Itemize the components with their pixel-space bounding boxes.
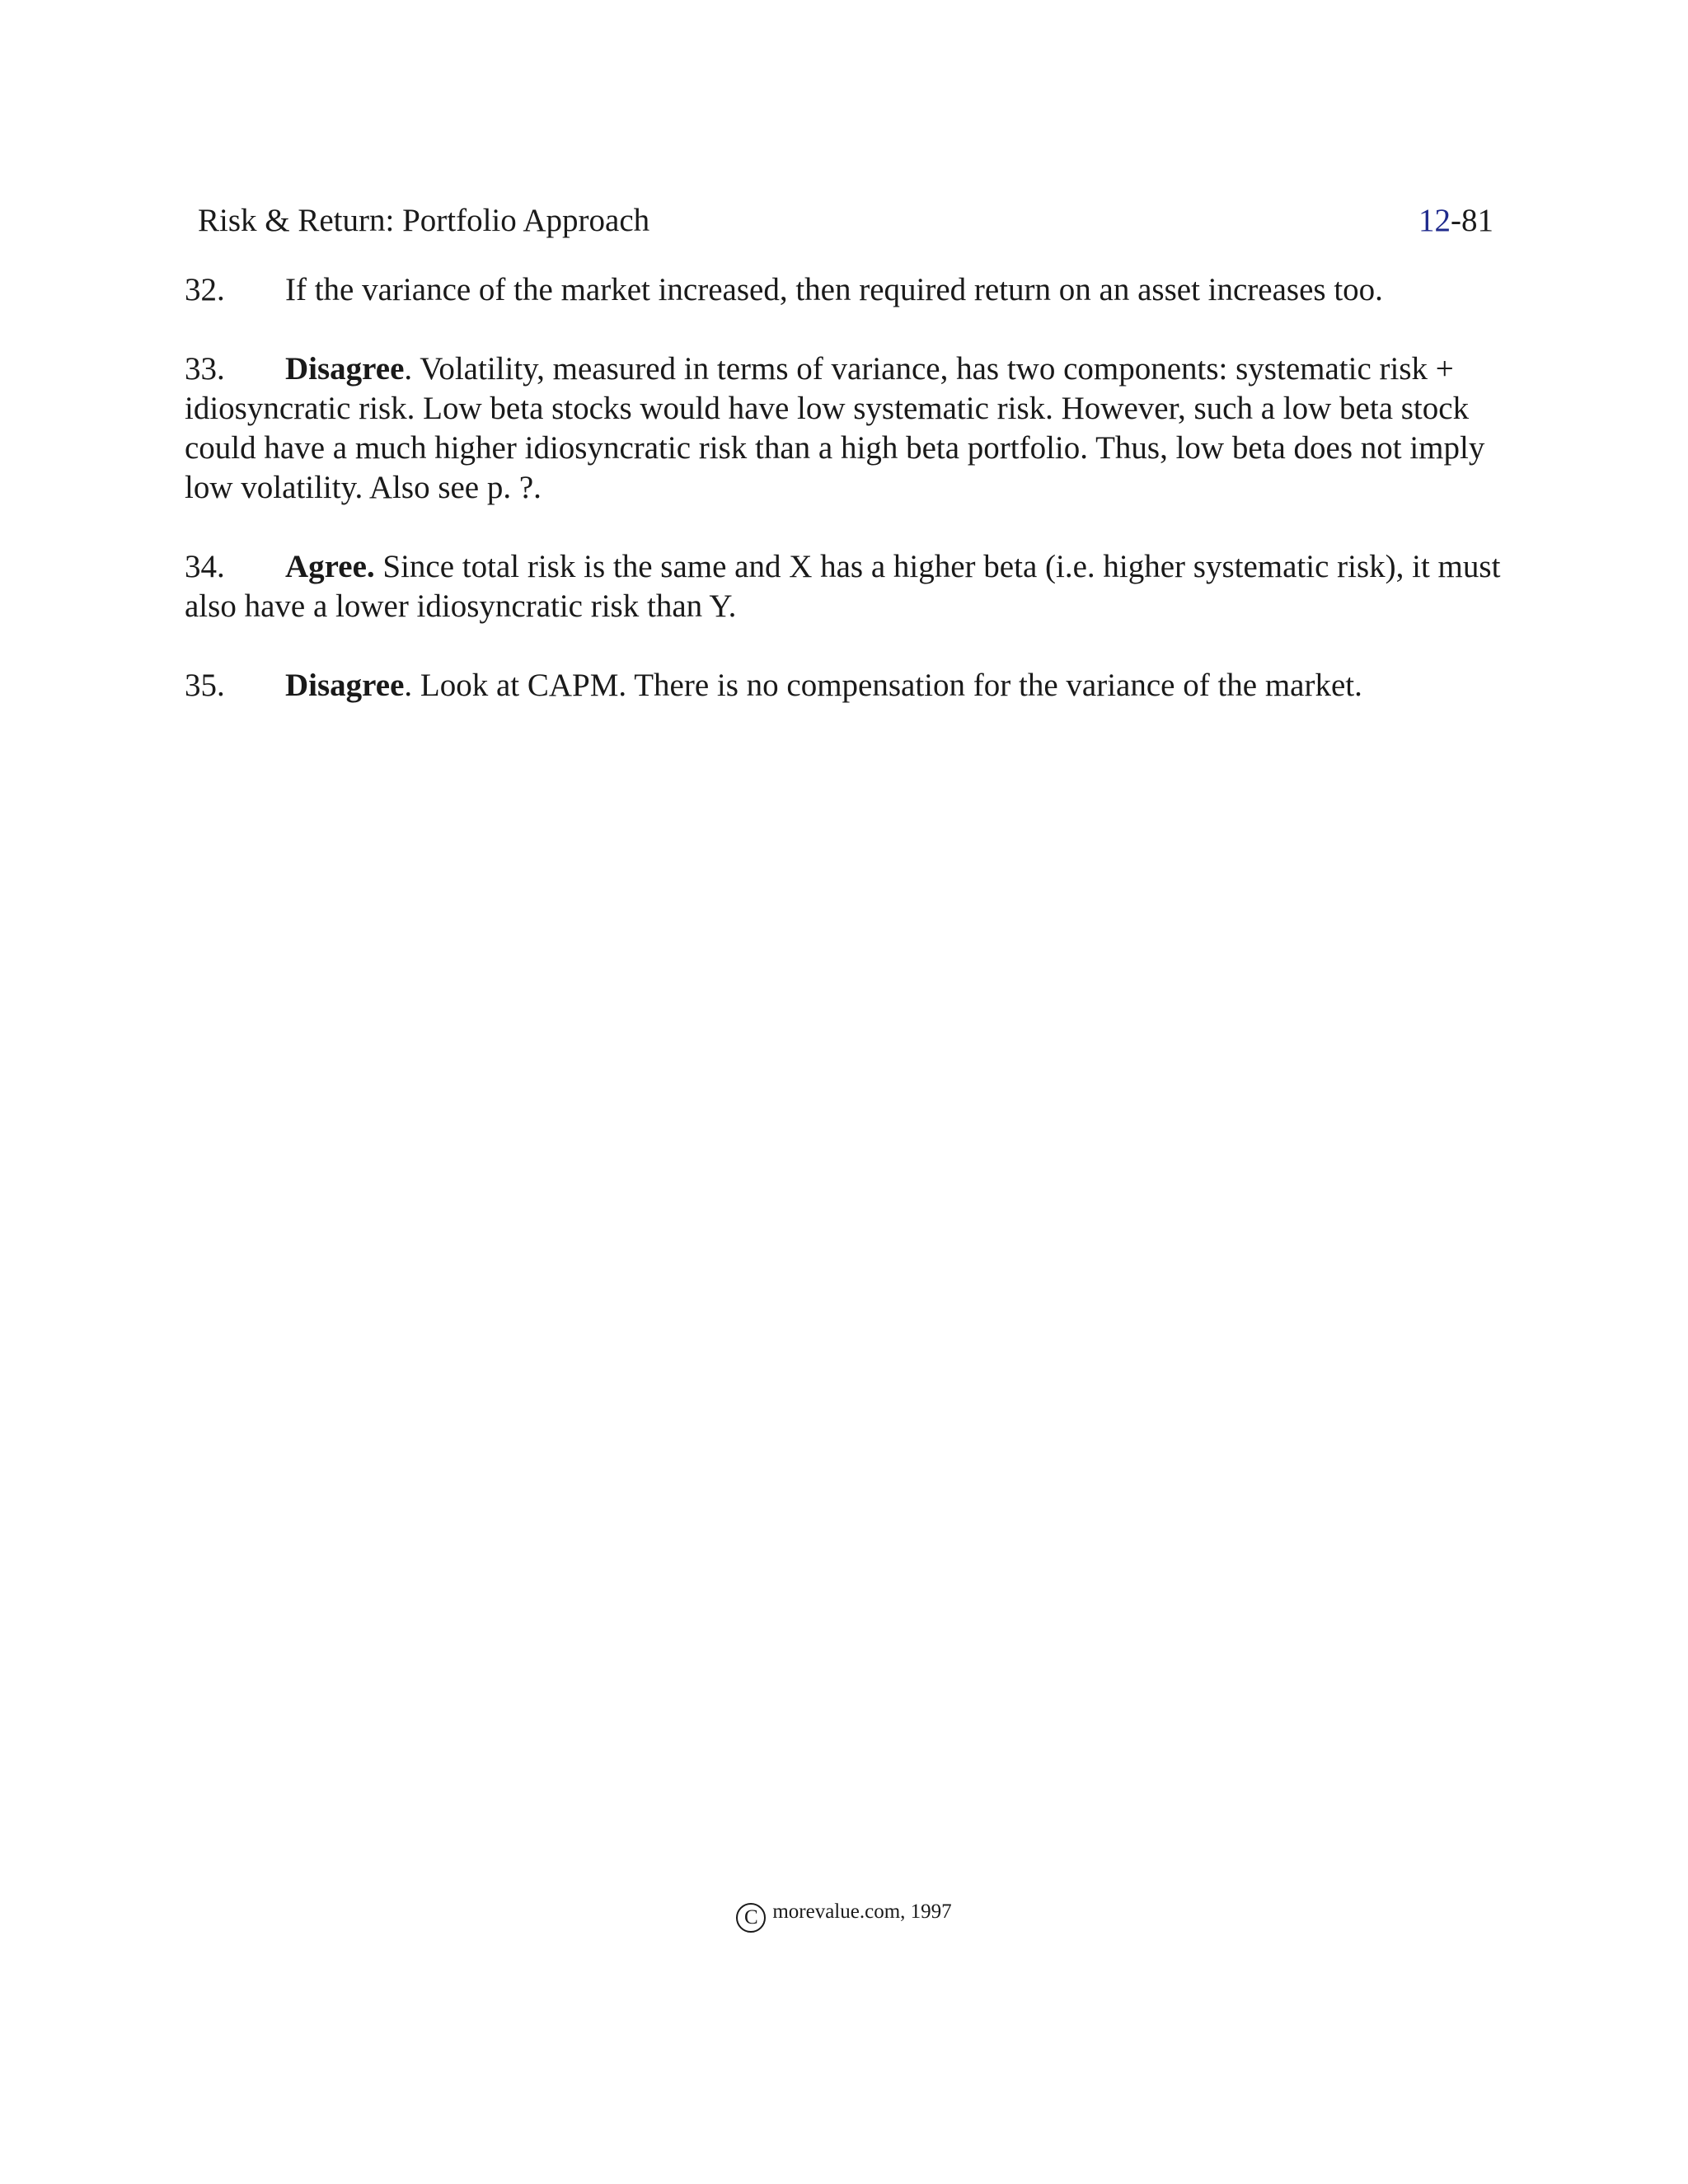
item-body: Since total risk is the same and X has a higher beta (i.e. higher systematic risk), it must also have a lower idiosyncratic risk than Y.	[185, 549, 1501, 624]
answer-item-35	[185, 666, 1503, 705]
copyright-icon: C	[736, 1903, 766, 1933]
copyright-footer	[0, 1896, 1688, 1929]
page-number-value: 81	[1461, 203, 1493, 238]
header-title: Risk & Return: Portfolio Approach	[198, 203, 650, 238]
page-number	[1418, 196, 1493, 246]
answer-item-34	[185, 547, 1503, 626]
item-body: . Look at CAPM. There is no compensation for the variance of the market.	[404, 668, 1362, 703]
chapter-number: 12	[1418, 203, 1451, 238]
item-verdict: Agree.	[285, 549, 375, 584]
item-text	[185, 351, 1484, 505]
page-header	[198, 196, 1493, 246]
page-number-separator: -	[1451, 203, 1461, 238]
item-number: 32.	[185, 272, 225, 307]
item-text	[185, 549, 1500, 624]
item-text	[285, 668, 1362, 703]
copyright-text: morevalue.com, 1997	[772, 1900, 952, 1923]
item-verdict: Disagree	[285, 668, 405, 703]
item-verdict: Disagree	[285, 351, 405, 387]
item-number: 34.	[185, 549, 225, 584]
answer-list	[185, 270, 1503, 705]
item-body: If the variance of the market increased, then required return on an asset increases too.	[285, 272, 1383, 307]
item-body: . Volatility, measured in terms of variance, has two components: systematic risk + idiosyncratic risk. Low beta stocks would have low systematic risk. However, such a low beta stock could have a much higher idiosyncratic risk than a high beta portfolio. Thus, low beta does not imply low volatility. Also see p. ?.	[185, 351, 1485, 505]
item-number: 35.	[185, 668, 225, 703]
item-number: 33.	[185, 351, 225, 387]
answer-item-32	[185, 270, 1503, 310]
item-text	[285, 272, 1383, 307]
answer-item-33	[185, 349, 1503, 508]
